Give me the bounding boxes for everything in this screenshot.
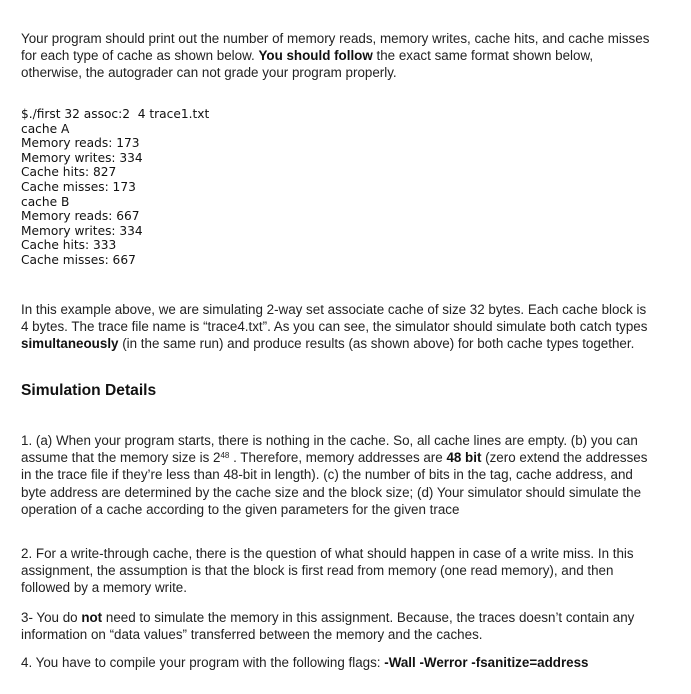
detail-item-2: 2. For a write-through cache, there is the question of what should happen in case of a write miss. In this assignment, the assumption is that the block is first read from memory (one read memory), and then followed by a memory write. <box>21 546 634 596</box>
detail-item-1: 1. (a) When your program starts, there is nothing in the cache. So, all cache lines are empty. (b) you can assume that the memory size is $2^{48}$ . Therefore, memory addresses are 48 bit (zero extend the addresses in the trace file if they’re less than 48-bit in length). (c) the number of bits in the tag, cache address, and byte address are determined by the cache size and the block size; (d) Your simulator should simulate the operation of a cache according to the given parameters for the given trace <box>21 433 648 517</box>
example-text: In this example above, we are simulating 2-way set associate cache of size 32 bytes. Each cache block is 4 bytes. The trace file name is “trace4.txt”. As you can see, the simulator should simulate both catch types <box>21 302 648 335</box>
example-emphasis: simultaneously <box>21 336 119 352</box>
output-line: Memory reads: 173 <box>21 136 140 151</box>
example-paragraph <box>21 301 651 353</box>
intro-paragraph <box>21 30 651 82</box>
detail-emphasis: 48 bit <box>446 450 482 466</box>
output-line: Cache misses: 667 <box>21 252 136 267</box>
output-line: Memory writes: 334 <box>21 223 143 238</box>
output-line: Memory writes: 334 <box>21 150 143 165</box>
terminal-command: $./first 32 assoc:2 4 trace1.txt <box>21 107 210 121</box>
detail-emphasis: not <box>81 610 103 625</box>
exponent: 48 <box>220 451 230 461</box>
section-heading: Simulation Details <box>21 382 157 399</box>
terminal-output <box>21 107 209 268</box>
output-line: cache B <box>21 194 70 209</box>
compile-flags: -Wall -Werror -fsanitize=address <box>384 655 589 670</box>
intro-text-end: the exact same format shown below, otherwise, the autograder can not grade your program properly. <box>21 48 594 81</box>
output-line: Memory reads: 667 <box>21 209 140 224</box>
output-line: Cache misses: 173 <box>21 179 136 194</box>
detail-item-4: 4. You have to compile your program with the following flags: -Wall -Werror -fsanitize=address <box>21 655 589 670</box>
output-line: Cache hits: 333 <box>21 238 117 253</box>
detail-item-3: 3- You do not need to simulate the memory in this assignment. Because, the traces doesn’t contain any information on “data values” transferred between the memory and the caches. <box>21 610 635 643</box>
example-text-end: (in the same run) and produce results (as shown above) for both cache types together. <box>118 336 635 352</box>
intro-text: Your program should print out the number of memory reads, memory writes, cache hits, and cache misses for each type of cache as shown below. <box>21 31 650 64</box>
intro-emphasis: You should follow <box>258 48 373 64</box>
output-line: cache A <box>21 121 70 136</box>
output-line: Cache hits: 827 <box>21 165 117 180</box>
